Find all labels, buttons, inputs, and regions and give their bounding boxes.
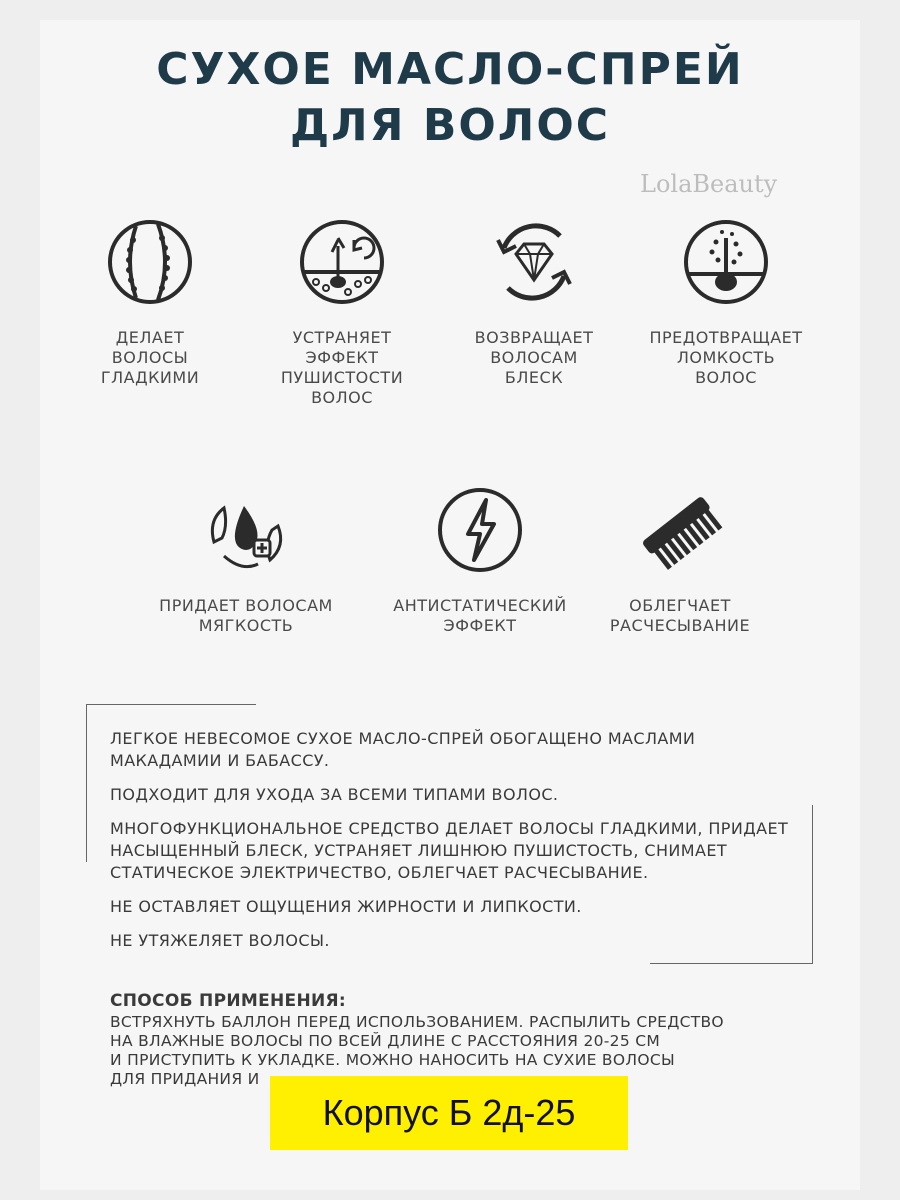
title-line-1: СУХОЕ МАСЛО-СПРЕЙ bbox=[156, 44, 744, 95]
feature-shine bbox=[444, 218, 624, 388]
feature-caption: ДЕЛАЕТ ВОЛОСЫ ГЛАДКИМИ bbox=[100, 328, 200, 387]
usage-heading: СПОСОБ ПРИМЕНЕНИЯ: bbox=[110, 991, 346, 1011]
feature-combing bbox=[590, 486, 770, 636]
smooth-hair-icon bbox=[106, 218, 194, 306]
feature-caption: ПРЕДОТВРАЩАЕТ ЛОМКОСТЬ ВОЛОС bbox=[649, 328, 803, 387]
feature-caption: ВОЗВРАЩАЕТ ВОЛОСАМ БЛЕСК bbox=[474, 328, 594, 387]
usage-line: ДЛЯ ПРИДАНИЯ И bbox=[110, 1070, 260, 1088]
box-border-top bbox=[86, 704, 256, 705]
usage-line: ВСТРЯХНУТЬ БАЛЛОН ПЕРЕД ИСПОЛЬЗОВАНИЕМ. РАСПЫЛИТЬ СРЕДСТВО bbox=[110, 1013, 724, 1031]
hair-root-icon bbox=[682, 218, 770, 306]
feature-antistatic bbox=[390, 486, 570, 636]
description-paragraph: МНОГОФУНКЦИОНАЛЬНОЕ СРЕДСТВО ДЕЛАЕТ ВОЛОСЫ ГЛАДКИМИ, ПРИДАЕТ НАСЫЩЕННЫЙ БЛЕСК, УСТРАНЯЕТ ЛИШНЮЮ ПУШИСТОСТЬ, СНИМАЕТ СТАТИЧЕСКОЕ ЭЛЕКТРИЧЕСТВО, ОБЛЕГЧАЕТ РАСЧЕСЫВАНИЕ. bbox=[110, 819, 789, 882]
usage-line: НА ВЛАЖНЫЕ ВОЛОСЫ ПО ВСЕЙ ДЛИНЕ С РАССТОЯНИЯ 20-25 СМ bbox=[110, 1032, 661, 1050]
description-paragraph: НЕ ОСТАВЛЯЕТ ОЩУЩЕНИЯ ЖИРНОСТИ И ЛИПКОСТИ. bbox=[110, 897, 582, 916]
feature-caption: ПРИДАЕТ ВОЛОСАМ МЯГКОСТЬ bbox=[159, 596, 333, 635]
softness-drop-icon bbox=[202, 486, 290, 574]
comb-icon bbox=[636, 486, 724, 574]
usage-line: И ПРИСТУПИТЬ К УКЛАДКЕ. МОЖНО НАНОСИТЬ НА СУХИЕ ВОЛОСЫ bbox=[110, 1051, 675, 1069]
usage-instructions bbox=[110, 992, 810, 1089]
box-border-right bbox=[812, 805, 813, 963]
feature-anti-frizz bbox=[252, 218, 432, 408]
page-title bbox=[0, 42, 900, 154]
feature-smooth bbox=[60, 218, 240, 388]
diamond-shine-icon bbox=[490, 218, 578, 306]
product-description bbox=[110, 728, 800, 964]
feature-caption: ОБЛЕГЧАЕТ РАСЧЕСЫВАНИЕ bbox=[609, 596, 751, 635]
feature-softness bbox=[156, 486, 336, 636]
location-sticker: Корпус Б 2д-25 bbox=[270, 1076, 628, 1150]
description-paragraph: ПОДХОДИТ ДЛЯ УХОДА ЗА ВСЕМИ ТИПАМИ ВОЛОС. bbox=[110, 785, 559, 804]
feature-breakage bbox=[636, 218, 816, 388]
description-paragraph: НЕ УТЯЖЕЛЯЕТ ВОЛОСЫ. bbox=[110, 931, 330, 950]
anti-frizz-icon bbox=[298, 218, 386, 306]
feature-caption: УСТРАНЯЕТ ЭФФЕКТ ПУШИСТОСТИ ВОЛОС bbox=[280, 328, 404, 407]
lightning-icon bbox=[436, 486, 524, 574]
title-line-2: ДЛЯ ВОЛОС bbox=[289, 100, 611, 151]
feature-caption: АНТИСТАТИЧЕСКИЙ ЭФФЕКТ bbox=[393, 596, 567, 635]
description-paragraph: ЛЕГКОЕ НЕВЕСОМОЕ СУХОЕ МАСЛО-СПРЕЙ ОБОГАЩЕНО МАСЛАМИ МАКАДАМИИ И БАБАССУ. bbox=[110, 729, 696, 770]
box-border-left bbox=[86, 704, 87, 862]
watermark: LolaBeauty bbox=[640, 170, 778, 198]
